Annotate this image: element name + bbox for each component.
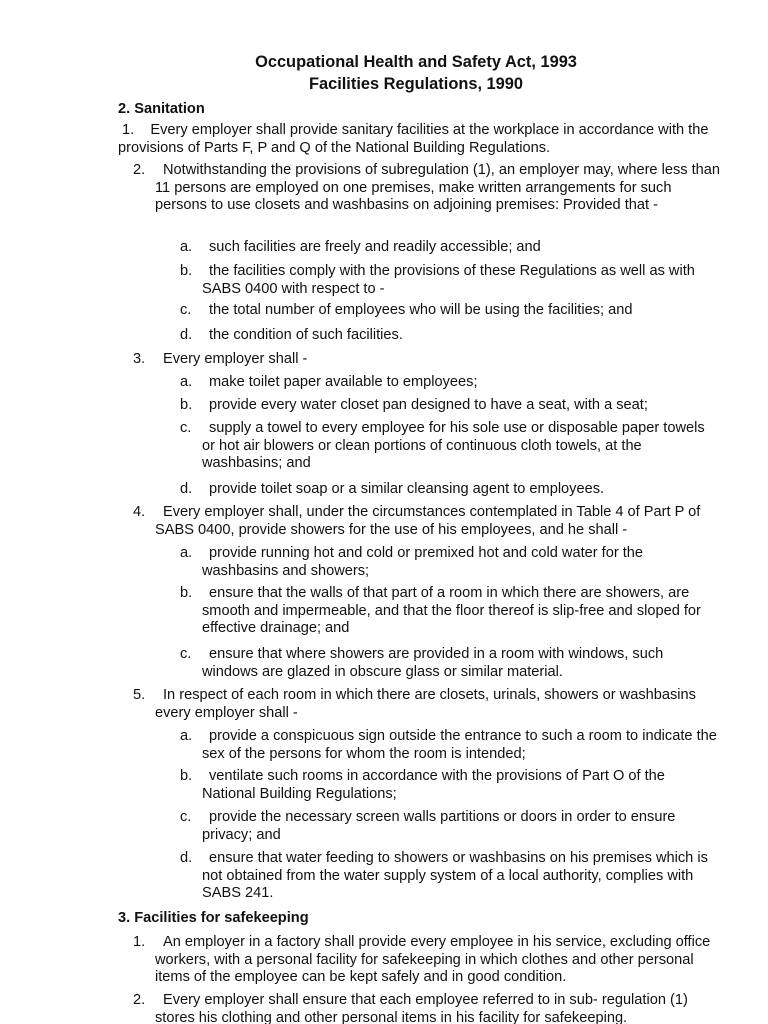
item-text: provide running hot and cold or premixed hot and cold water for the washbasins and showers; <box>202 545 644 579</box>
regulation-2-3 <box>133 351 721 369</box>
section-heading-safekeeping: 3. Facilities for safekeeping <box>118 910 309 926</box>
item-2-4-a <box>180 545 720 580</box>
item-text: provide toilet soap or a similar cleansing agent to employees. <box>209 481 605 497</box>
item-text: ensure that where showers are provided in a room with windows, such windows are glazed in obscure glass or similar material. <box>202 646 664 680</box>
regulation-3-2 <box>133 992 721 1024</box>
regulation-marker: 2. <box>133 162 146 178</box>
item-2-3-a <box>180 374 720 392</box>
item-text: ensure that the walls of that part of a room in which there are showers, are smooth and impermeable, and that the floor thereof is slip-free and sloped for effective drainage; and <box>202 585 701 637</box>
item-marker: b. <box>180 768 193 784</box>
document-subtitle: Facilities Regulations, 1990 <box>308 75 524 93</box>
item-text: make toilet paper available to employees; <box>209 374 478 390</box>
section-heading-sanitation: 2. Sanitation <box>118 101 205 117</box>
item-2-3-b <box>180 397 720 415</box>
regulation-2-5 <box>133 687 721 722</box>
regulation-text: Every employer shall - <box>163 351 308 367</box>
item-marker: b. <box>180 397 193 413</box>
item-marker: c. <box>180 646 192 662</box>
regulation-text: Every employer shall provide sanitary facilities at the workplace in accordance with the provisions of Parts F, P and Q of the National Building Regulations. <box>118 122 709 156</box>
regulation-marker: 1. <box>122 122 135 138</box>
item-2-4-c <box>180 646 720 681</box>
item-text: provide a conspicuous sign outside the entrance to such a room to indicate the sex of the persons for whom the room is intended; <box>202 728 717 762</box>
regulation-3-1 <box>133 934 721 987</box>
item-2-5-d <box>180 850 720 903</box>
item-marker: d. <box>180 327 193 343</box>
regulation-2-4 <box>133 504 721 539</box>
item-2-2-a <box>180 239 720 257</box>
regulation-marker: 5. <box>133 687 146 703</box>
item-marker: d. <box>180 850 193 866</box>
regulation-text: Every employer shall, under the circumstances contemplated in Table 4 of Part P of SABS 0400, provide showers for the use of his employees, and he shall - <box>155 504 701 538</box>
item-text: the total number of employees who will be using the facilities; and <box>209 302 633 318</box>
regulation-text: An employer in a factory shall provide every employee in his service, excluding office workers, with a personal facility for safekeeping in which clothes and other personal items of the employee can be kept safely and in good condition. <box>155 934 711 986</box>
item-text: ensure that water feeding to showers or washbasins on his premises which is not obtained from the water supply system of a local authority, complies with SABS 241. <box>202 850 708 902</box>
item-text: the facilities comply with the provisions of these Regulations as well as with SABS 0400 with respect to - <box>202 263 695 297</box>
item-text: the condition of such facilities. <box>209 327 403 343</box>
item-marker: d. <box>180 481 193 497</box>
item-text: provide the necessary screen walls partitions or doors in order to ensure privacy; and <box>202 809 676 843</box>
item-marker: a. <box>180 239 193 255</box>
item-marker: b. <box>180 585 193 601</box>
regulation-text: Notwithstanding the provisions of subregulation (1), an employer may, where less than 11 persons are employed on one premises, make written arrangements for such persons to use closets and washbasins on adjoining premises: Provided that - <box>155 162 721 214</box>
regulation-2-1 <box>118 122 718 157</box>
item-2-2-b <box>180 263 720 298</box>
item-marker: c. <box>180 809 192 825</box>
item-2-5-c <box>180 809 720 844</box>
item-2-2-d <box>180 327 720 345</box>
item-text: such facilities are freely and readily accessible; and <box>209 239 541 255</box>
regulation-text: In respect of each room in which there are closets, urinals, showers or washbasins every employer shall - <box>155 687 696 721</box>
item-2-3-d <box>180 481 720 499</box>
regulation-2-2 <box>133 162 721 215</box>
item-2-5-b <box>180 768 720 803</box>
item-text: supply a towel to every employee for his sole use or disposable paper towels or hot air blowers or clean portions of continuous cloth towels, at the washbasins; and <box>202 420 705 472</box>
regulation-marker: 3. <box>133 351 146 367</box>
item-marker: a. <box>180 545 193 561</box>
item-marker: c. <box>180 302 192 318</box>
item-text: ventilate such rooms in accordance with the provisions of Part O of the National Building Regulations; <box>202 768 665 802</box>
regulation-marker: 2. <box>133 992 146 1008</box>
document-title: Occupational Health and Safety Act, 1993 <box>255 53 577 71</box>
item-text: provide every water closet pan designed to have a seat, with a seat; <box>209 397 648 413</box>
item-2-3-c <box>180 420 720 473</box>
item-2-2-c <box>180 302 720 320</box>
item-2-4-b <box>180 585 720 638</box>
item-marker: c. <box>180 420 192 436</box>
regulation-marker: 1. <box>133 934 146 950</box>
item-marker: a. <box>180 728 193 744</box>
item-marker: a. <box>180 374 193 390</box>
regulation-text: Every employer shall ensure that each employee referred to in sub- regulation (1) stores his clothing and other personal items in his facility for safekeeping. <box>155 992 688 1024</box>
item-2-5-a <box>180 728 720 763</box>
regulation-marker: 4. <box>133 504 146 520</box>
item-marker: b. <box>180 263 193 279</box>
